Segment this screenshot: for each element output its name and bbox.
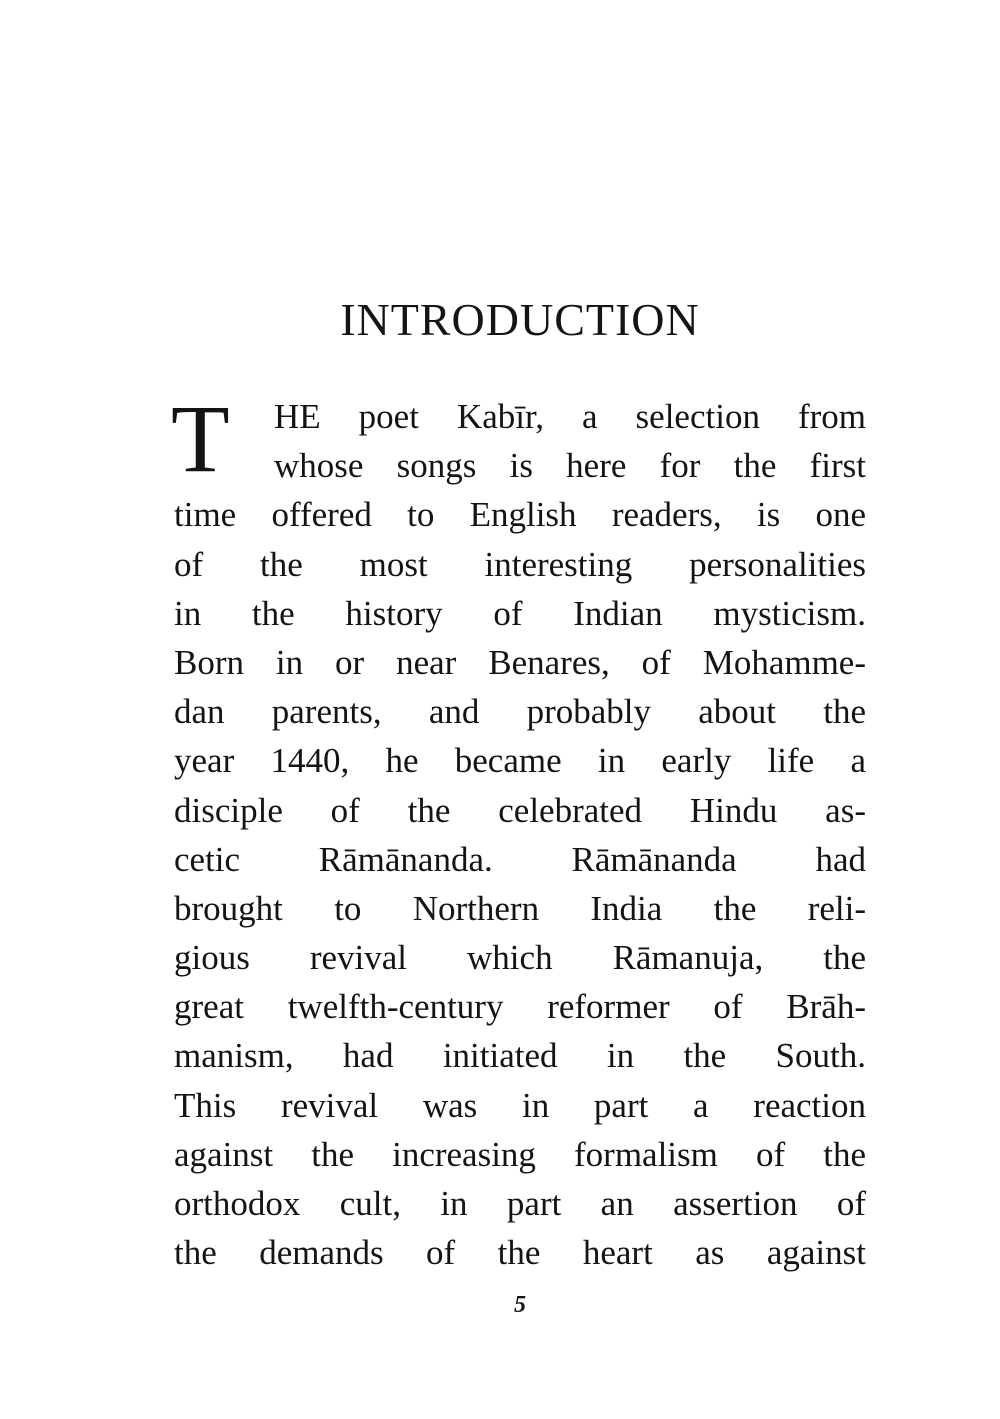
text-line: great twelfth-century reformer of Brāh- (174, 987, 866, 1027)
text-line: HE poet Kabīr, a selection from (274, 397, 866, 436)
chapter-title: INTRODUCTION (340, 294, 700, 345)
text-line: against the increasing formalism of the (174, 1134, 866, 1174)
text-line: the demands of the heart as against (174, 1233, 866, 1273)
text-line: disciple of the celebrated Hindu as- (174, 790, 866, 830)
text-line: manism, had initiated in the South. (174, 1036, 866, 1076)
text-line: whose songs is here for the first (274, 446, 866, 486)
text-line: brought to Northern India the reli- (174, 888, 866, 928)
drop-cap: T (171, 385, 230, 492)
text-line: orthodox cult, in part an assertion of (174, 1184, 866, 1223)
text-line: gious revival which Rāmanuja, the (174, 938, 866, 978)
body-text (171, 385, 866, 1277)
text-line: Born in or near Benares, of Mohamme- (174, 642, 866, 682)
text-line: This revival was in part a reaction (174, 1085, 866, 1125)
page-number: 5 (514, 1292, 526, 1318)
text-line: time offered to English readers, is one (174, 495, 866, 535)
text-line: in the history of Indian mysticism. (174, 593, 866, 633)
text-line: of the most interesting personalities (174, 544, 866, 584)
text-line: cetic Rāmānanda. Rāmānanda had (174, 839, 866, 879)
text-line: dan parents, and probably about the (174, 692, 866, 732)
text-line: year 1440, he became in early life a (174, 741, 866, 781)
